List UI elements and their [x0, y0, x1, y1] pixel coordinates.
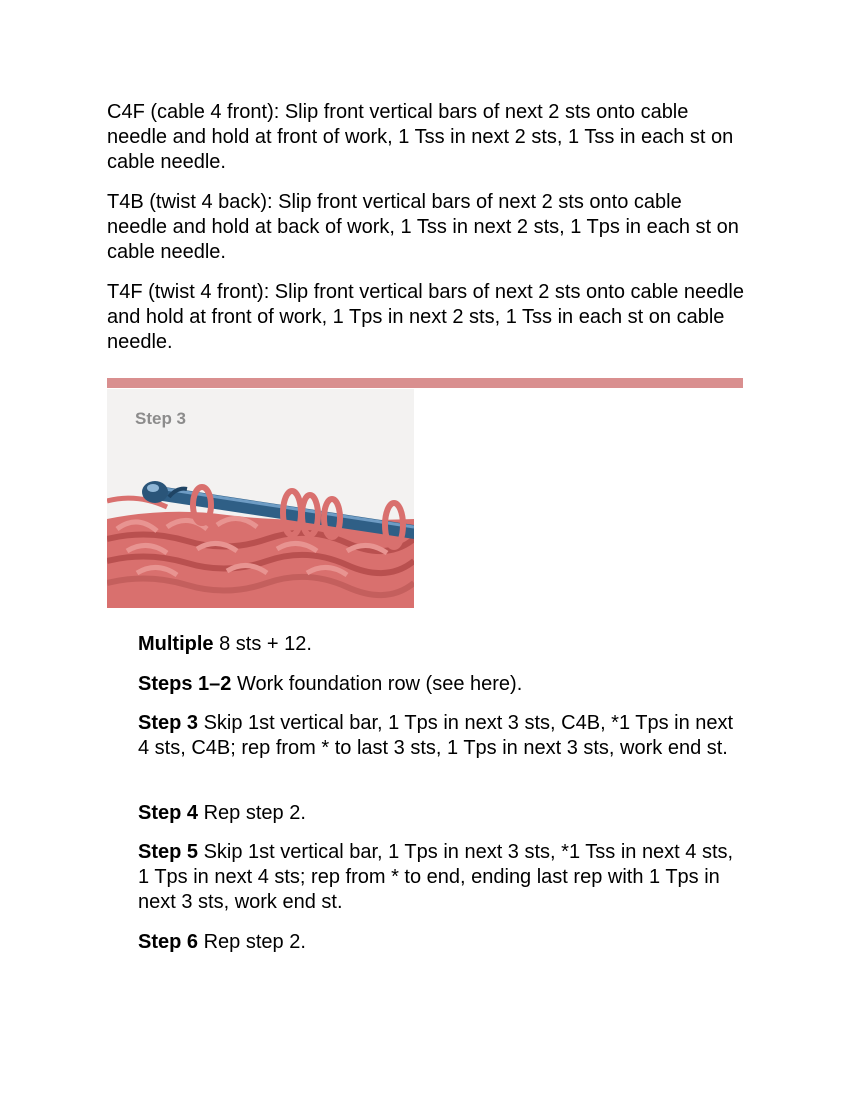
abbreviation-t4b: T4B (twist 4 back): Slip front vertical bars of next 2 sts onto cable needle and hold at back of work, 1 Tss in next 2 sts, 1 Tps in each st on cable needle. — [107, 191, 739, 263]
step-3-photo — [107, 389, 414, 608]
instruction-step-6 — [138, 930, 738, 955]
instruction-text: Skip 1st vertical bar, 1 Tps in next 3 sts, *1 Tss in next 4 sts, 1 Tps in next 4 sts; rep from * to end, ending last rep with 1 Tps in next 3 sts, work end st. — [138, 841, 734, 913]
instruction-label: Step 6 — [138, 931, 199, 953]
photo-label: Step 3 — [135, 409, 187, 428]
instruction-step-4 — [138, 801, 738, 826]
instruction-steps-1-2 — [138, 672, 738, 697]
instruction-label: Step 4 — [138, 802, 199, 824]
instruction-label: Step 5 — [138, 841, 199, 863]
instruction-text: 8 sts + 12. — [213, 633, 312, 655]
abbreviation-t4f: T4F (twist 4 front): Slip front vertical bars of next 2 sts onto cable needle and hold at front of work, 1 Tps in next 2 sts, 1 Tss in each st on cable needle. — [107, 281, 744, 353]
instruction-label: Step 3 — [138, 712, 199, 734]
instruction-text: Rep step 2. — [198, 802, 306, 824]
instruction-step-3 — [138, 711, 738, 761]
abbreviation-c4f: C4F (cable 4 front): Slip front vertical bars of next 2 sts onto cable needle and hold at front of work, 1 Tss in next 2 sts, 1 Tss in each st on cable needle. — [107, 101, 734, 173]
instruction-step-5 — [138, 840, 738, 915]
instruction-text: Rep step 2. — [198, 931, 306, 953]
instruction-label: Steps 1–2 — [138, 673, 232, 695]
instruction-label: Multiple — [138, 633, 214, 655]
section-divider — [107, 378, 743, 388]
instruction-text: Skip 1st vertical bar, 1 Tps in next 3 sts, C4B, *1 Tps in next 4 sts, C4B; rep from * to last 3 sts, 1 Tps in next 3 sts, work end st. — [138, 712, 734, 759]
instruction-text: Work foundation row (see here). — [231, 673, 523, 695]
instruction-multiple — [138, 632, 738, 657]
